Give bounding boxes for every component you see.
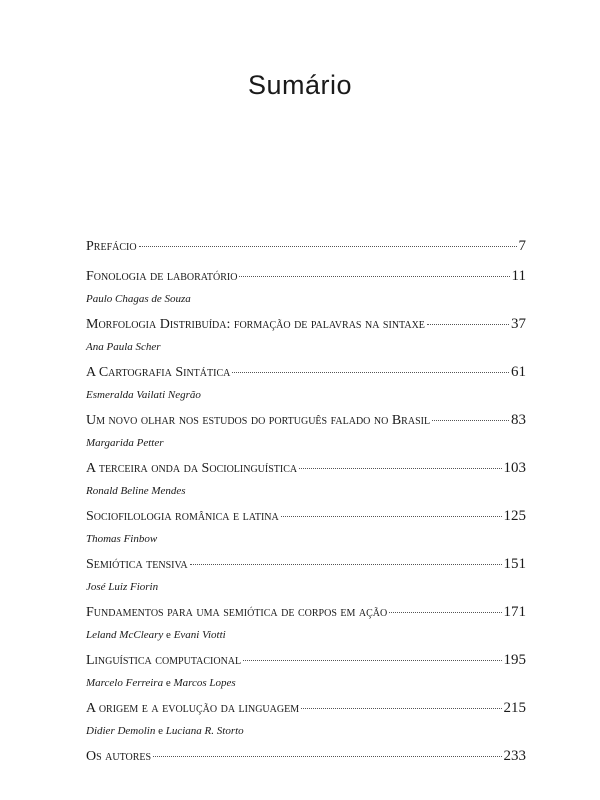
toc-page-number: 125	[503, 508, 526, 524]
toc-entry-title: Um novo olhar nos estudos do português falado no Brasil	[86, 413, 431, 428]
toc-line	[86, 748, 526, 768]
toc-page-number: 11	[511, 268, 526, 284]
toc-line	[86, 238, 526, 258]
toc-entry-title: Semiótica tensiva	[86, 557, 188, 572]
dot-leader	[299, 468, 501, 469]
table-of-contents	[86, 238, 526, 796]
author-conjunction: e	[165, 677, 171, 689]
author-name: Ana Paula Scher	[86, 341, 161, 353]
toc-page-number: 7	[518, 238, 526, 254]
toc-page-number: 103	[503, 460, 526, 476]
toc-line	[86, 316, 526, 336]
dot-leader	[153, 756, 501, 757]
toc-entry-semiotica-tensiva	[86, 556, 526, 604]
toc-entry-morfologia	[86, 316, 526, 364]
author-conjunction: e	[158, 725, 163, 737]
toc-entry-title: A Cartografia Sintática	[86, 365, 231, 380]
author-name: Thomas Finbow	[86, 533, 158, 545]
toc-line	[86, 652, 526, 672]
toc-entry-title: A origem e a evolução da linguagem	[86, 701, 300, 716]
toc-entry-title: Fundamentos para uma semiótica de corpos em ação	[86, 605, 388, 620]
toc-page-number: 151	[503, 556, 526, 572]
toc-entry-authors	[86, 627, 526, 643]
toc-line	[86, 268, 526, 288]
author-name: Esmeralda Vailati Negrão	[86, 389, 201, 401]
toc-entry-portugues-falado	[86, 412, 526, 460]
toc-line	[86, 556, 526, 576]
dot-leader	[427, 324, 509, 325]
author-conjunction: e	[166, 629, 171, 641]
toc-entry-cartografia	[86, 364, 526, 412]
toc-entry-linguistica-computacional	[86, 652, 526, 700]
toc-page-number: 195	[503, 652, 526, 668]
toc-entry-os-autores	[86, 748, 526, 796]
toc-line	[86, 700, 526, 720]
toc-line	[86, 604, 526, 624]
dot-leader	[281, 516, 502, 517]
author-name: Leland McCleary	[86, 629, 164, 641]
toc-entry-corpos-em-acao	[86, 604, 526, 652]
toc-entry-sociofilologia	[86, 508, 526, 556]
author-name: José Luiz Fiorin	[86, 581, 159, 593]
dot-leader	[239, 276, 509, 277]
toc-page-number: 83	[511, 412, 526, 428]
toc-entry-title: Linguística computacional	[86, 653, 242, 668]
toc-entry-authors	[86, 435, 526, 451]
toc-line	[86, 508, 526, 528]
toc-entry-prefacio	[86, 238, 526, 268]
toc-entry-authors	[86, 339, 526, 355]
toc-page-number: 215	[503, 700, 526, 716]
toc-entry-title: A terceira onda da Sociolinguística	[86, 461, 298, 476]
author-name: Margarida Petter	[86, 437, 164, 449]
dot-leader	[139, 246, 517, 247]
toc-page-number: 171	[503, 604, 526, 620]
toc-entry-authors	[86, 291, 526, 307]
author-name: Luciana R. Storto	[165, 725, 244, 737]
toc-page-number: 61	[511, 364, 526, 380]
toc-entry-sociolinguistica	[86, 460, 526, 508]
author-name: Ronald Beline Mendes	[86, 485, 186, 497]
dot-leader	[243, 660, 501, 661]
toc-line	[86, 412, 526, 432]
author-name: Marcelo Ferreira	[86, 677, 164, 689]
toc-entry-title: Fonologia de laboratório	[86, 269, 238, 284]
toc-entry-title: Morfologia Distribuída: formação de palavras na sintaxe	[86, 317, 425, 332]
toc-entry-title: Sociofilologia românica e latina	[86, 509, 279, 524]
toc-entry-title: Os autores	[86, 749, 152, 764]
dot-leader	[432, 420, 509, 421]
author-name: Paulo Chagas de Souza	[86, 293, 191, 305]
toc-entry-authors	[86, 387, 526, 403]
toc-line	[86, 460, 526, 480]
toc-entry-authors	[86, 531, 526, 547]
toc-entry-authors	[86, 675, 526, 691]
toc-entry-fonologia	[86, 268, 526, 316]
toc-entry-title: Prefácio	[86, 239, 137, 254]
toc-page-number: 37	[511, 316, 526, 332]
dot-leader	[232, 372, 509, 373]
toc-entry-authors	[86, 723, 526, 739]
dot-leader	[190, 564, 502, 565]
toc-page-number: 233	[503, 748, 526, 764]
page-title: Sumário	[247, 70, 353, 100]
toc-entry-authors	[86, 579, 526, 595]
author-name: Marcos Lopes	[173, 677, 236, 689]
author-name: Didier Demolin	[86, 725, 156, 737]
dot-leader	[389, 612, 501, 613]
author-name: Evani Viotti	[173, 629, 226, 641]
toc-entry-origem-linguagem	[86, 700, 526, 748]
dot-leader	[301, 708, 501, 709]
toc-entry-authors	[86, 483, 526, 499]
toc-line	[86, 364, 526, 384]
